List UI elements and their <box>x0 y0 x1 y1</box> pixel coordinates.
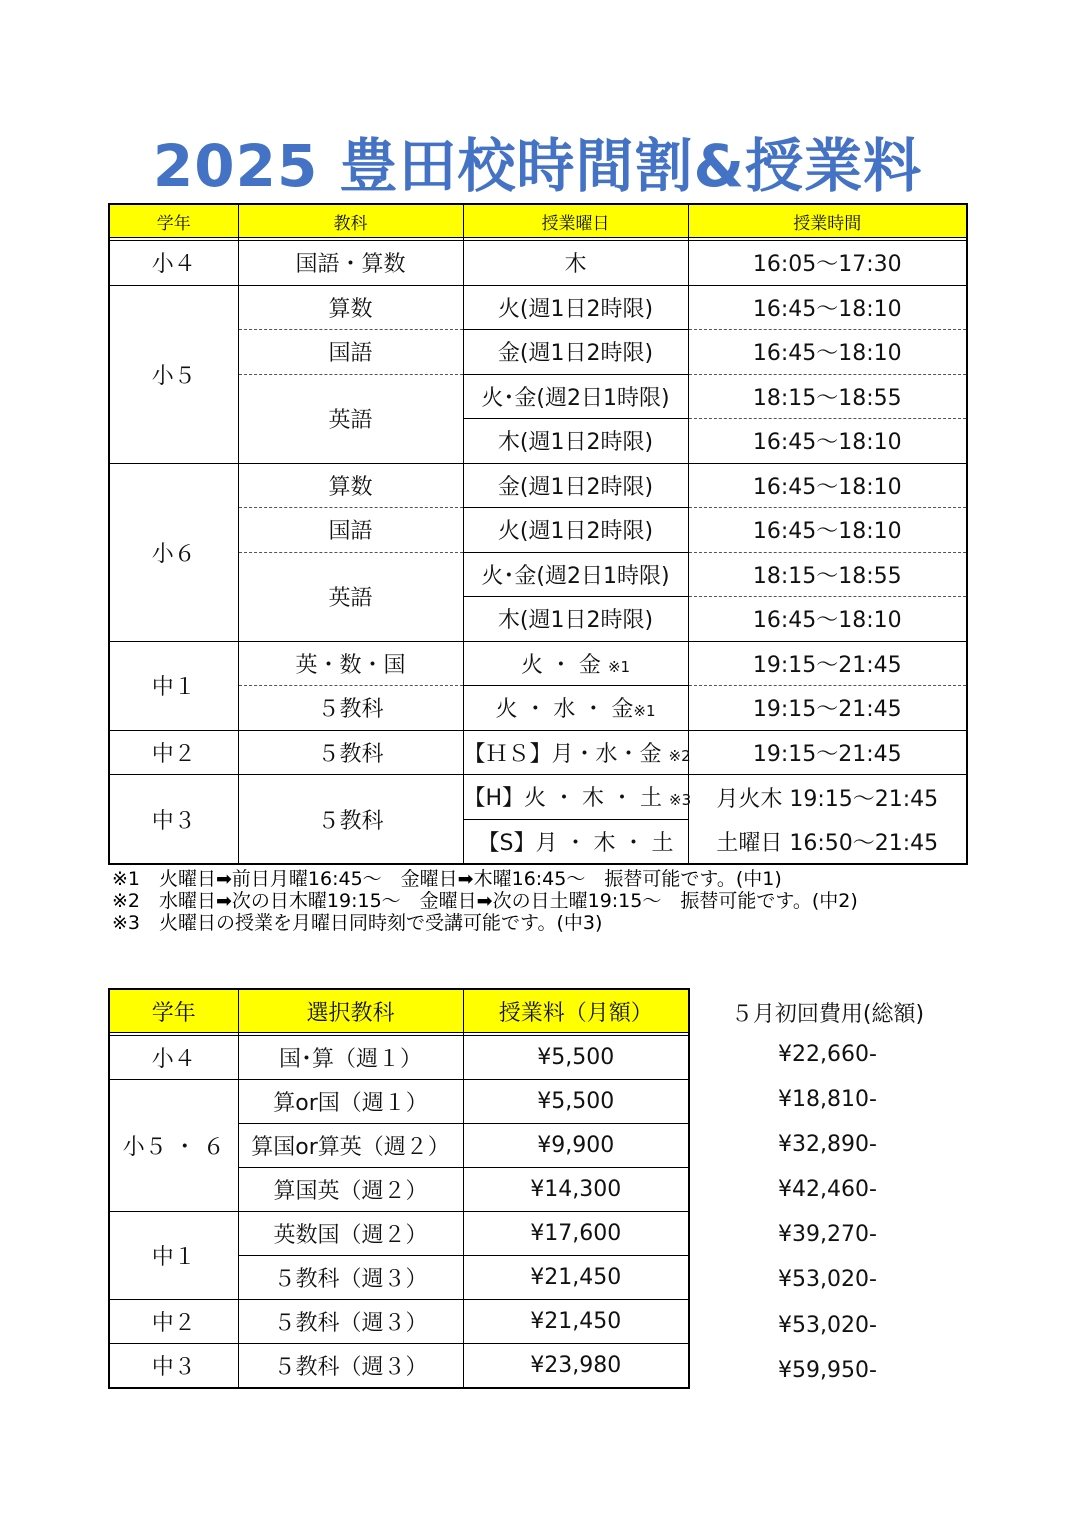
time-cell: 16:05～17:30 <box>688 241 967 286</box>
time-cell: 19:15～21:45 <box>688 730 967 775</box>
table-row <box>109 374 967 419</box>
time-cell: 19:15～21:45 <box>688 686 967 731</box>
time-cell: 18:15～18:55 <box>688 552 967 597</box>
initial-cost-value: ¥22,660- <box>778 1042 877 1067</box>
table-row <box>109 775 967 820</box>
table-row <box>109 285 967 330</box>
initial-cost-value: ¥59,950- <box>778 1358 877 1383</box>
header-grade: 学年 <box>109 204 238 238</box>
day-cell: 火(週1日2時限) <box>463 285 688 330</box>
grade-cell: 小４ <box>109 241 238 286</box>
day-text: 火 ・ 水 ・ 金 <box>495 697 634 723</box>
course-cell: ５教科（週３） <box>238 1300 463 1344</box>
table-row <box>109 1344 689 1389</box>
subject-cell: ５教科 <box>238 775 463 865</box>
header-day: 授業曜日 <box>463 204 688 238</box>
table-row <box>109 730 967 775</box>
header-fee: 授業料（月額） <box>463 989 689 1033</box>
note-ref: ※1 <box>633 702 656 721</box>
day-cell <box>463 775 692 820</box>
day-text: 【H】火 ・ 木 ・ 土 <box>463 786 663 812</box>
table-row <box>109 1080 689 1124</box>
table-row <box>109 1212 689 1256</box>
table-row <box>109 241 967 286</box>
grade-cell: 小５ <box>109 285 238 463</box>
day-cell: 火･金(週2日1時限) <box>463 374 688 419</box>
fee-cell: ¥21,450 <box>463 1256 689 1300</box>
fee-header-row <box>109 989 689 1033</box>
grade-cell: 小５ ・ ６ <box>109 1080 238 1212</box>
initial-cost-value: ¥39,270- <box>778 1222 877 1247</box>
day-cell: 木 <box>463 241 688 286</box>
day-cell <box>463 686 688 731</box>
table-row <box>109 1036 689 1080</box>
subject-cell: 算数 <box>238 285 463 330</box>
subject-cell: 英・数・国 <box>238 641 463 686</box>
grade-cell: 中１ <box>109 1212 238 1300</box>
day-cell: 火･金(週2日1時限) <box>463 552 688 597</box>
header-time: 授業時間 <box>688 204 967 238</box>
day-cell: 木(週1日2時限) <box>463 597 688 642</box>
time-cell: 18:15～18:55 <box>688 374 967 419</box>
course-cell: ５教科（週３） <box>238 1256 463 1300</box>
fee-cell: ¥21,450 <box>463 1300 689 1344</box>
subject-cell: 国語・算数 <box>238 241 463 286</box>
initial-cost-value: ¥53,020- <box>778 1313 877 1338</box>
time-cell: 19:15～21:45 <box>688 641 967 686</box>
footnotes <box>112 868 858 934</box>
day-cell: 【S】月 ・ 木 ・ 土 <box>463 819 688 864</box>
day-text: 【ＨＳ】月・水・金 <box>463 741 662 767</box>
initial-cost-value: ¥18,810- <box>778 1087 877 1112</box>
header-course: 選択教科 <box>238 989 463 1033</box>
footnote-1: ※1 火曜日➡前日月曜16:45～ 金曜日➡木曜16:45～ 振替可能です。(中1) <box>112 868 782 890</box>
table-row <box>109 641 967 686</box>
time-cell: 月火木 19:15～21:45 <box>688 775 967 820</box>
time-cell: 16:45～18:10 <box>688 508 967 553</box>
page-title: 2025 豊田校時間割&授業料 <box>152 132 923 200</box>
note-ref: ※2 <box>668 746 691 765</box>
course-cell: ５教科（週３） <box>238 1344 463 1389</box>
course-cell: 算国英（週２） <box>238 1168 463 1212</box>
day-text: 火 ・ 金 <box>520 652 601 678</box>
course-cell: 算国or算英（週２） <box>238 1124 463 1168</box>
subject-cell: 国語 <box>238 330 463 375</box>
initial-cost-value: ¥42,460- <box>778 1177 877 1202</box>
grade-cell: 中３ <box>109 1344 238 1389</box>
footnote-3: ※3 火曜日の授業を月曜日同時刻で受講可能です。(中3) <box>112 912 603 934</box>
day-cell: 金(週1日2時限) <box>463 463 688 508</box>
day-cell: 木(週1日2時限) <box>463 419 688 464</box>
subject-cell: 英語 <box>238 552 463 641</box>
course-cell: 英数国（週２） <box>238 1212 463 1256</box>
day-cell: 火(週1日2時限) <box>463 508 688 553</box>
time-cell: 土曜日 16:50～21:45 <box>688 819 967 864</box>
subject-cell: 算数 <box>238 463 463 508</box>
fee-cell: ¥17,600 <box>463 1212 689 1256</box>
grade-cell: 小６ <box>109 463 238 641</box>
header-grade: 学年 <box>109 989 238 1033</box>
fee-cell: ¥14,300 <box>463 1168 689 1212</box>
schedule-header-row <box>109 204 967 238</box>
initial-cost-header: ５月初回費用(総額) <box>730 1002 925 1027</box>
subject-cell: ５教科 <box>238 730 463 775</box>
table-row <box>109 330 967 375</box>
time-cell: 16:45～18:10 <box>688 463 967 508</box>
header-subject: 教科 <box>238 204 463 238</box>
grade-cell: 中１ <box>109 641 238 730</box>
fee-cell: ¥9,900 <box>463 1124 689 1168</box>
subject-cell: ５教科 <box>238 686 463 731</box>
grade-cell: 中３ <box>109 775 238 865</box>
fee-cell: ¥23,980 <box>463 1344 689 1389</box>
schedule-table <box>108 203 968 865</box>
grade-cell: 中２ <box>109 1300 238 1344</box>
note-ref: ※3 <box>669 791 692 810</box>
note-ref: ※1 <box>607 657 631 676</box>
fee-table <box>108 988 690 1389</box>
subject-cell: 国語 <box>238 508 463 553</box>
course-cell: 国･算（週１） <box>238 1036 463 1080</box>
table-row <box>109 463 967 508</box>
initial-cost-value: ¥32,890- <box>778 1132 877 1157</box>
time-cell: 16:45～18:10 <box>688 285 967 330</box>
initial-cost-value: ¥53,020- <box>778 1267 877 1292</box>
table-row <box>109 1300 689 1344</box>
course-cell: 算or国（週１） <box>238 1080 463 1124</box>
fee-cell: ¥5,500 <box>463 1080 689 1124</box>
grade-cell: 小４ <box>109 1036 238 1080</box>
day-cell <box>463 730 691 775</box>
table-row <box>109 552 967 597</box>
day-cell: 金(週1日2時限) <box>463 330 688 375</box>
day-cell <box>463 641 688 686</box>
time-cell: 16:45～18:10 <box>688 419 967 464</box>
time-cell: 16:45～18:10 <box>688 330 967 375</box>
subject-cell: 英語 <box>238 374 463 463</box>
grade-cell: 中２ <box>109 730 238 775</box>
table-row <box>109 686 967 731</box>
footnote-2: ※2 水曜日➡次の日木曜19:15～ 金曜日➡次の日土曜19:15～ 振替可能です。(中2) <box>112 890 858 912</box>
table-row <box>109 508 967 553</box>
fee-cell: ¥5,500 <box>463 1036 689 1080</box>
time-cell: 16:45～18:10 <box>688 597 967 642</box>
